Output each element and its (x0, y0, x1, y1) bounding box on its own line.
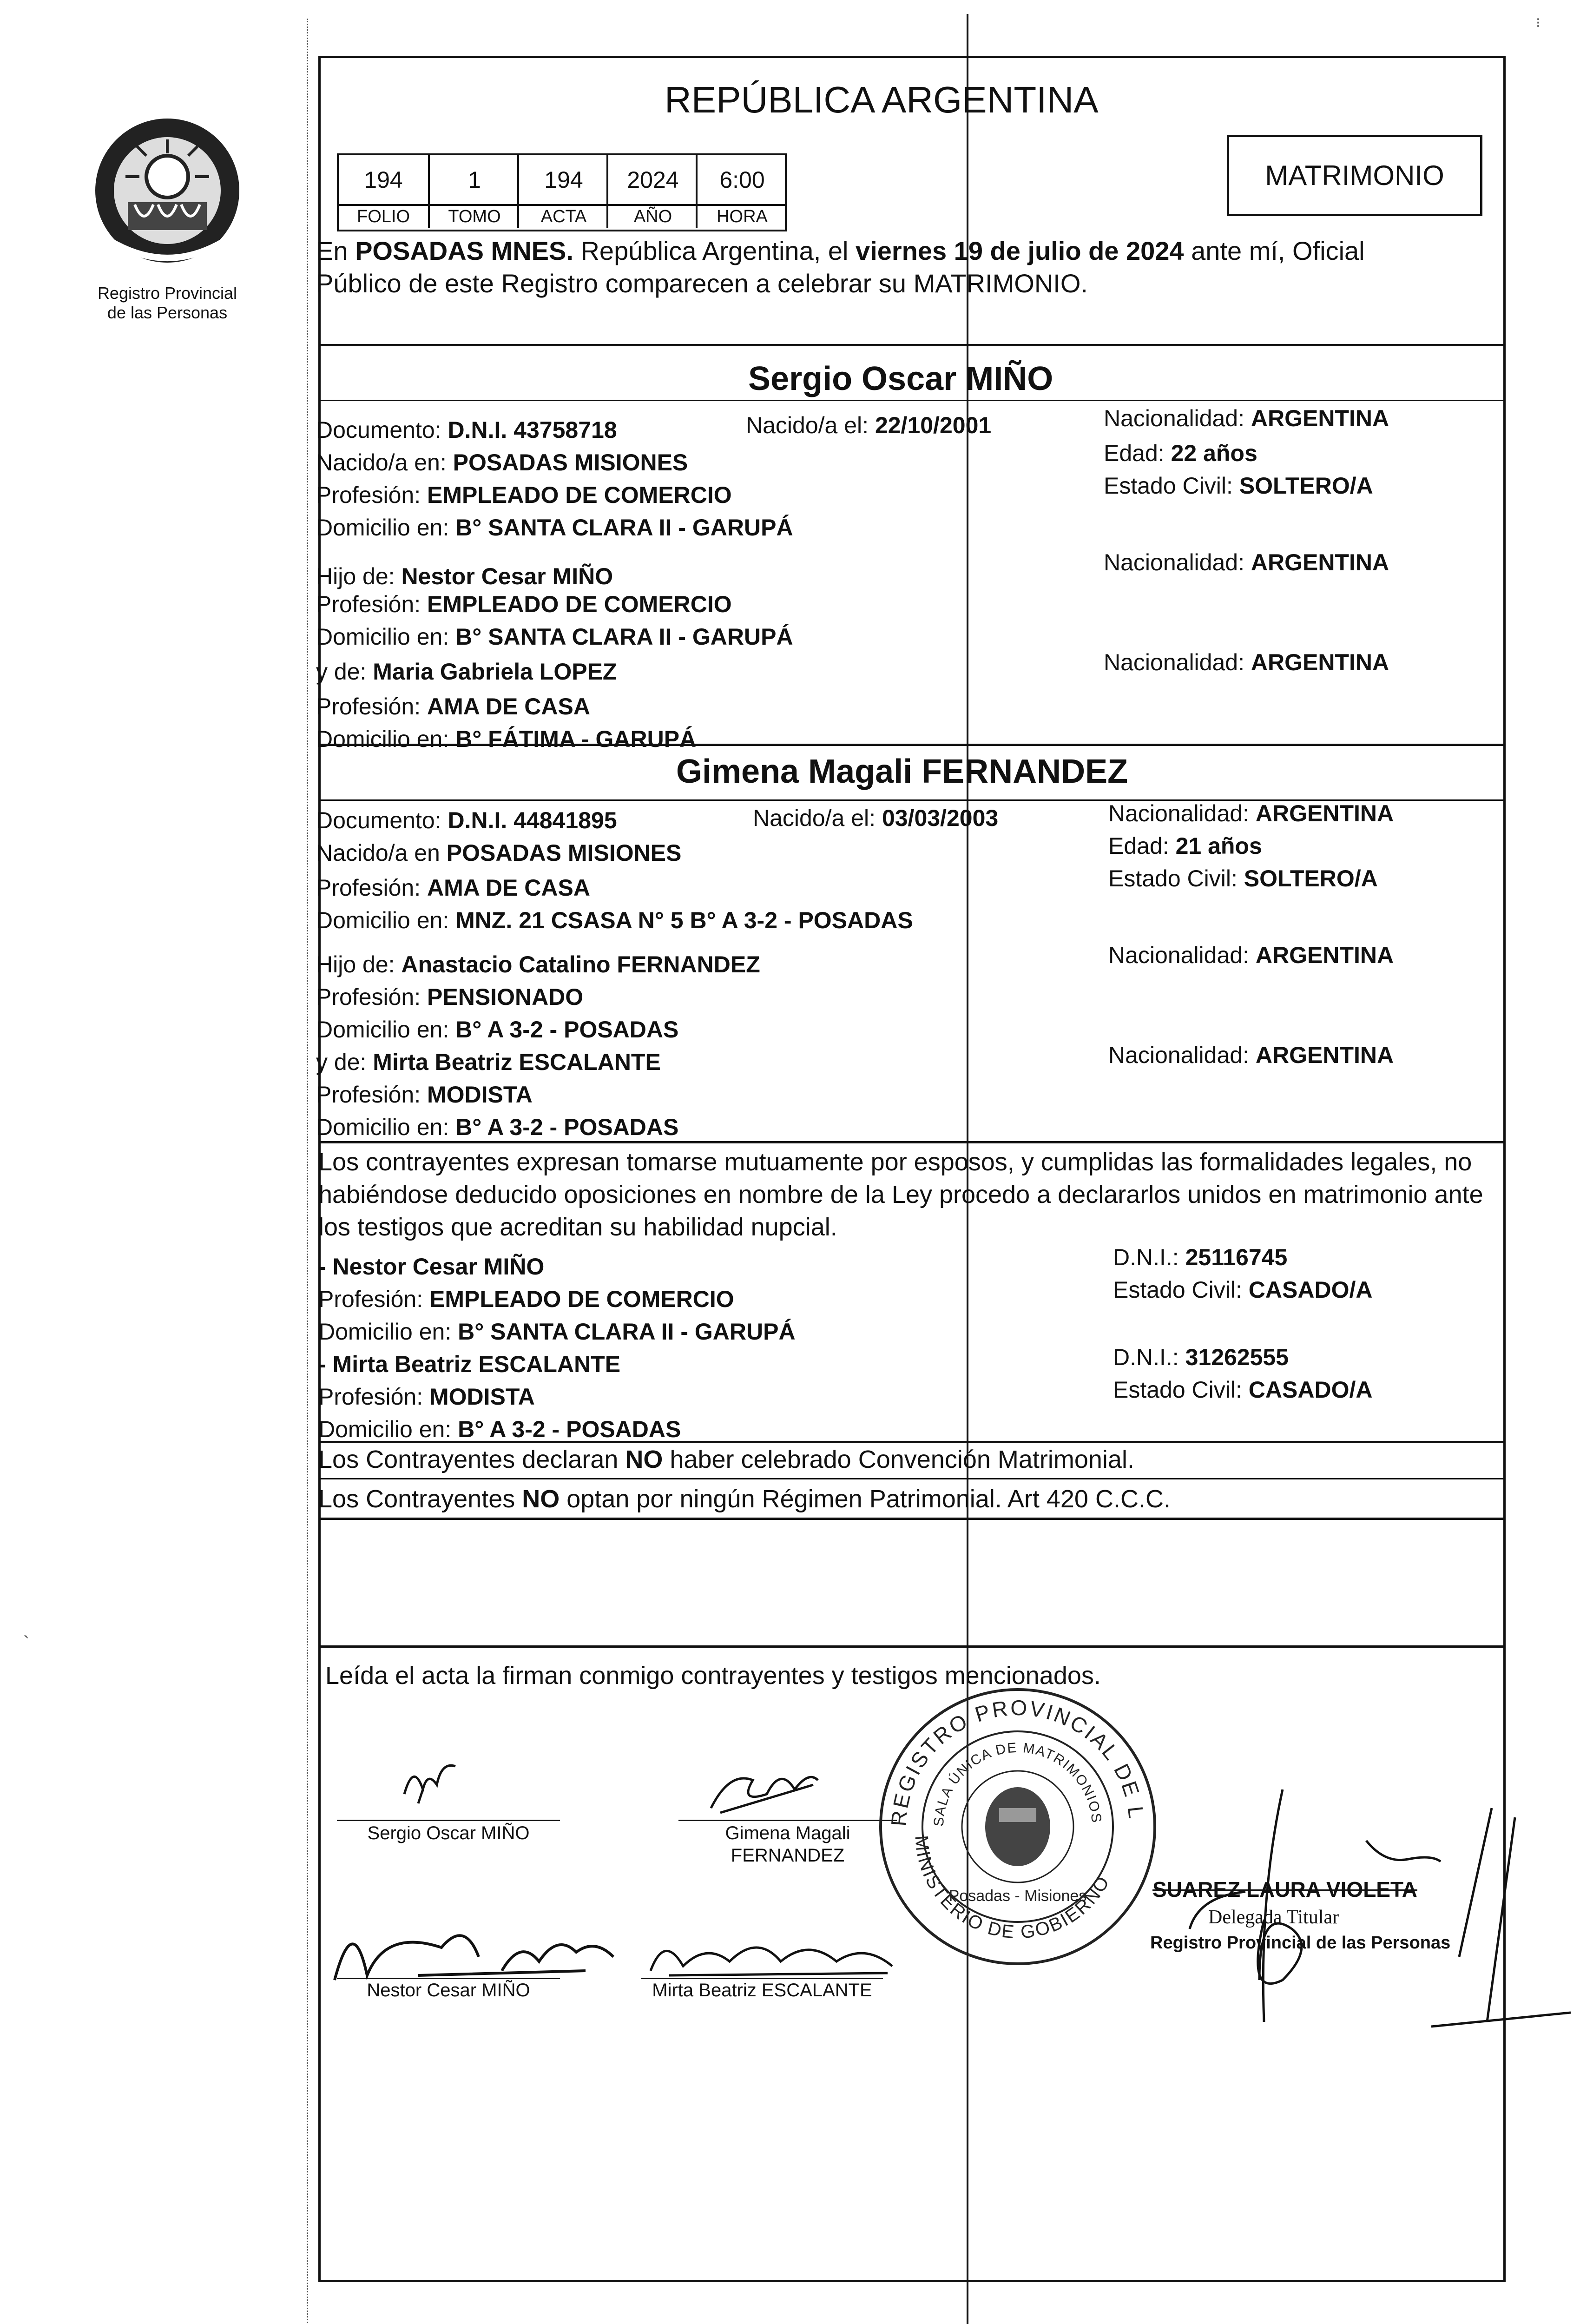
officer-role: Delegada Titular (1208, 1907, 1339, 1928)
divider (318, 1518, 1503, 1520)
signature-4-label: Mirta Beatriz ESCALANTE (652, 1980, 872, 2000)
tomo-value: 1 (428, 155, 519, 204)
logo-label: Registro Provincial de las Personas (97, 284, 237, 322)
signature-2-label: Gimena Magali FERNANDEZ (725, 1823, 850, 1866)
note-convention: Los Contrayentes declaran NO haber celebrado Convención Matrimonial. (318, 1446, 1134, 1473)
ano-value: 2024 (606, 155, 698, 204)
page-title: REPÚBLICA ARGENTINA (665, 79, 1099, 120)
bride-father: Hijo de: Anastacio Catalino FERNANDEZ (316, 951, 760, 977)
divider (318, 344, 1503, 346)
acta-value: 194 (517, 155, 608, 204)
bride-age: Edad: 21 años (1108, 833, 1262, 859)
svg-text:Posadas - Misiones: Posadas - Misiones (948, 1887, 1087, 1905)
ident-labels-row (339, 206, 785, 228)
bride-father-nat: Nacionalidad: ARGENTINA (1108, 942, 1394, 968)
divider (318, 1441, 1503, 1443)
bride-mother-prof: Profesión: MODISTA (316, 1082, 533, 1108)
bride-mother: y de: Mirta Beatriz ESCALANTE (316, 1049, 661, 1075)
divider (318, 744, 1503, 746)
signature-2-scribble (702, 1752, 823, 1822)
note-regime: Los Contrayentes NO optan por ningún Régimen Patrimonial. Art 420 C.C.C. (318, 1485, 1171, 1513)
bride-dom: Domicilio en: MNZ. 21 CSASA N° 5 B° A 3-2 - POSADAS (316, 907, 913, 933)
bride-mother-nat: Nacionalidad: ARGENTINA (1108, 1042, 1394, 1068)
groom-mother-nat: Nacionalidad: ARGENTINA (1104, 649, 1389, 675)
svg-text:MINISTERIO DE GOBIERNO: MINISTERIO DE GOBIERNO (911, 1835, 1114, 1943)
witness-1-dom: Domicilio en: B° SANTA CLARA II - GARUPÁ (318, 1319, 796, 1345)
witness-1-civil: Estado Civil: CASADO/A (1113, 1277, 1373, 1303)
stray-mark: ` (23, 1633, 30, 1653)
officer-name: SUAREZ LAURA VIOLETA (1152, 1877, 1417, 1901)
divider (318, 1645, 1503, 1648)
act-type: MATRIMONIO (1265, 160, 1444, 191)
groom-nat: Nacionalidad: ARGENTINA (1104, 405, 1389, 431)
signature-1-scribble (395, 1752, 465, 1808)
witness-2-name: - Mirta Beatriz ESCALANTE (318, 1351, 621, 1377)
declaration-line-3: los testigos que acreditan su habilidad nupcial. (318, 1213, 837, 1241)
groom-age: Edad: 22 años (1104, 440, 1257, 466)
divider (318, 1478, 1503, 1479)
folio-label: FOLIO (356, 207, 410, 226)
witness-2-dom: Domicilio en: B° A 3-2 - POSADAS (318, 1416, 681, 1442)
signature-1-label: Sergio Oscar MIÑO (367, 1823, 530, 1843)
witness-2-civil: Estado Civil: CASADO/A (1113, 1377, 1373, 1403)
registry-logo (84, 112, 251, 279)
groom-doc: Documento: D.N.I. 43758718 (316, 417, 617, 443)
acta-label: ACTA (517, 206, 608, 228)
signature-4-scribble (641, 1915, 902, 1985)
folio-value: 194 (364, 166, 403, 193)
ano-label: AÑO (606, 206, 698, 228)
bride-civil: Estado Civil: SOLTERO/A (1108, 865, 1378, 891)
closing-text: Leída el acta la firman conmigo contrayentes y testigos mencionados. (325, 1662, 1101, 1690)
margin-line (307, 19, 308, 2324)
bride-born: Nacido/a el: 03/03/2003 (753, 805, 999, 831)
margin-mark: ⁝ (1536, 15, 1540, 31)
divider (318, 400, 1503, 401)
declaration-line-1: Los contrayentes expresan tomarse mutuamente por esposos, y cumplidas las formalidades legales, no (318, 1148, 1472, 1176)
groom-mother-prof: Profesión: AMA DE CASA (316, 693, 590, 720)
signature-2-line (678, 1820, 897, 1821)
signature-3-label: Nestor Cesar MIÑO (367, 1980, 530, 2000)
hora-value: 6:00 (696, 155, 787, 204)
witness-2-prof: Profesión: MODISTA (318, 1384, 535, 1410)
declaration-line-2: habiéndose deducido oposiciones en nombre de la Ley procedo a declararlos unidos en matrimonio ante (318, 1181, 1483, 1208)
bride-prof: Profesión: AMA DE CASA (316, 875, 590, 901)
bride-name: Gimena Magali FERNANDEZ (676, 753, 1128, 790)
bride-doc: Documento: D.N.I. 44841895 (316, 807, 617, 833)
groom-father-nat: Nacionalidad: ARGENTINA (1104, 549, 1389, 575)
officer-signature (1106, 1780, 1571, 2059)
groom-place: Nacido/a en: POSADAS MISIONES (316, 449, 688, 475)
intro-line-1: En POSADAS MNES. República Argentina, el viernes 19 de julio de 2024 ante mí, Oficial (316, 236, 1365, 265)
groom-mother: y de: Maria Gabriela LOPEZ (316, 659, 617, 685)
groom-prof: Profesión: EMPLEADO DE COMERCIO (316, 482, 732, 508)
intro-line-2: Público de este Registro comparecen a celebrar su MATRIMONIO. (316, 269, 1088, 298)
witness-1-dni: D.N.I.: 25116745 (1113, 1244, 1288, 1270)
witness-1-name: - Nestor Cesar MIÑO (318, 1254, 545, 1280)
bride-mother-dom: Domicilio en: B° A 3-2 - POSADAS (316, 1114, 679, 1140)
act-type-box (1227, 135, 1482, 216)
divider (318, 1141, 1503, 1143)
province-emblem-icon (84, 112, 251, 279)
witness-2-dni: D.N.I.: 31262555 (1113, 1344, 1289, 1370)
bride-nat: Nacionalidad: ARGENTINA (1108, 800, 1394, 826)
groom-mother-dom: Domicilio en: B° FÁTIMA - GARUPÁ (316, 726, 697, 752)
svg-text:REGISTRO PROVINCIAL DE LAS PER: REGISTRO PROVINCIAL DE L (886, 1695, 1149, 1827)
groom-civil: Estado Civil: SOLTERO/A (1104, 473, 1373, 499)
ident-values-row (339, 155, 785, 206)
ident-table (337, 153, 787, 231)
bride-father-dom: Domicilio en: B° A 3-2 - POSADAS (316, 1017, 679, 1043)
bride-place: Nacido/a en POSADAS MISIONES (316, 840, 682, 866)
groom-name: Sergio Oscar MIÑO (748, 360, 1053, 397)
groom-father-dom: Domicilio en: B° SANTA CLARA II - GARUPÁ (316, 624, 793, 650)
witness-1-prof: Profesión: EMPLEADO DE COMERCIO (318, 1286, 734, 1312)
groom-dom: Domicilio en: B° SANTA CLARA II - GARUPÁ (316, 515, 793, 541)
groom-born: Nacido/a el: 22/10/2001 (746, 412, 992, 438)
hora-label: HORA (696, 206, 787, 228)
svg-text:SALA ÚNICA DE MATRIMONIOS: SALA ÚNICA DE MATRIMONIOS (931, 1740, 1105, 1827)
bride-father-prof: Profesión: PENSIONADO (316, 984, 584, 1010)
groom-father-prof: Profesión: EMPLEADO DE COMERCIO (316, 591, 732, 617)
signature-1-line (337, 1820, 560, 1821)
tomo-label: TOMO (428, 206, 519, 228)
groom-father: Hijo de: Nestor Cesar MIÑO (316, 563, 613, 589)
officer-office: Registro Provincial de las Personas (1150, 1933, 1451, 1953)
